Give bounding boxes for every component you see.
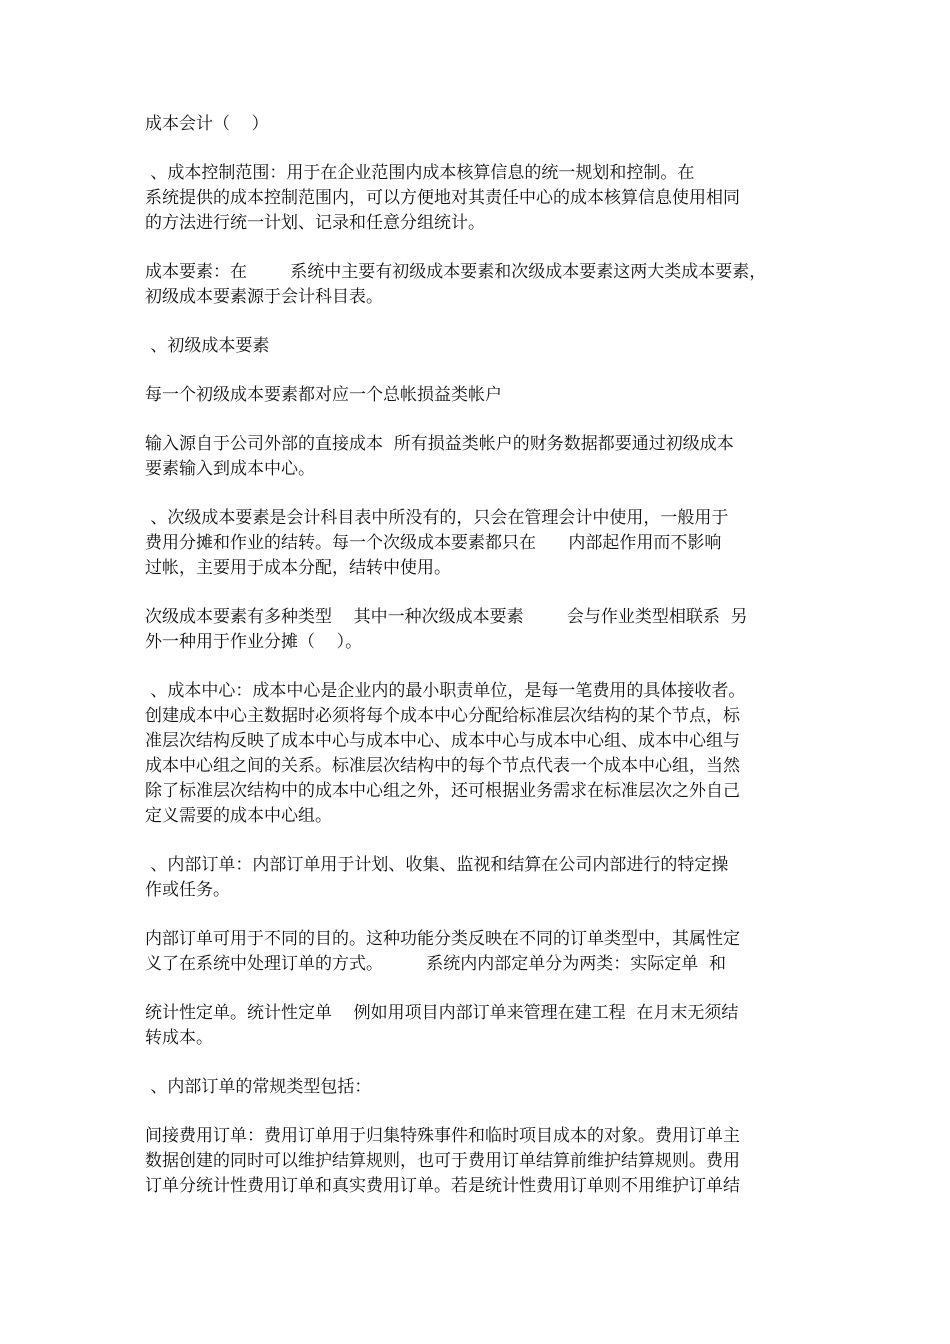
text-line: 外一种用于作业分摊（ ）。 bbox=[145, 632, 363, 652]
text-line: 要素输入到成本中心。 bbox=[145, 459, 315, 479]
paragraph bbox=[145, 161, 825, 236]
paragraph bbox=[145, 432, 825, 482]
document-title bbox=[145, 112, 825, 137]
document-body bbox=[145, 112, 825, 1223]
paragraph bbox=[145, 506, 825, 581]
paragraph-list bbox=[145, 161, 825, 1199]
text-line: 转成本。 bbox=[145, 1028, 213, 1048]
paragraph bbox=[145, 260, 825, 310]
text-line: 、初级成本要素 bbox=[145, 336, 270, 356]
paragraph bbox=[145, 1001, 825, 1051]
text-line: 每一个初级成本要素都对应一个总帐损益类帐户 bbox=[145, 385, 502, 405]
paragraph bbox=[145, 679, 825, 829]
text-line: 输入源自于公司外部的直接成本 所有损益类帐户的财务数据都要通过初级成本 bbox=[145, 434, 734, 454]
text-line: 成本要素：在 系统中主要有初级成本要素和次级成本要素这两大类成本要素， bbox=[145, 262, 767, 282]
text-line: 内部订单可用于不同的目的。这种功能分类反映在不同的订单类型中，其属性定 bbox=[145, 929, 740, 949]
text-line: 、次级成本要素是会计科目表中所没有的，只会在管理会计中使用，一般用于 bbox=[145, 508, 729, 528]
text-line: 费用分摊和作业的结转。每一个次级成本要素都只在 内部起作用而不影响 bbox=[145, 533, 722, 553]
text-line: 订单分统计性费用订单和真实费用订单。若是统计性费用订单则不用维护订单结 bbox=[145, 1176, 740, 1196]
paragraph bbox=[145, 1124, 825, 1199]
paragraph bbox=[145, 383, 825, 408]
text-line: 次级成本要素有多种类型 其中一种次级成本要素 会与作业类型相联系 另 bbox=[145, 607, 748, 627]
paragraph bbox=[145, 927, 825, 977]
text-line: 除了标准层次结构中的成本中心组之外，还可根据业务需求在标准层次之外自己 bbox=[145, 781, 740, 801]
text-line: 、内部订单：内部订单用于计划、收集、监视和结算在公司内部进行的特定操 bbox=[145, 855, 729, 875]
text-line: 、成本控制范围：用于在企业范围内成本核算信息的统一规划和控制。在 bbox=[145, 163, 695, 183]
paragraph bbox=[145, 853, 825, 903]
text-line: 义了在系统中处理订单的方式。 系统内内部定单分为两类：实际定单 和 bbox=[145, 954, 727, 974]
paragraph bbox=[145, 334, 825, 359]
text-line: 、成本中心：成本中心是企业内的最小职责单位，是每一笔费用的具体接收者。 bbox=[145, 681, 746, 701]
text-line: 初级成本要素源于会计科目表。 bbox=[145, 287, 383, 307]
text-line: 统计性定单。统计性定单 例如用项目内部订单来管理在建工程 在月末无须结 bbox=[145, 1003, 739, 1023]
paragraph bbox=[145, 1075, 825, 1100]
text-line: 成本中心组之间的关系。标准层次结构中的每个节点代表一个成本中心组，当然 bbox=[145, 756, 740, 776]
text-line: 作或任务。 bbox=[145, 880, 230, 900]
text-line: 过帐，主要用于成本分配，结转中使用。 bbox=[145, 558, 451, 578]
text-line: 定义需要的成本中心组。 bbox=[145, 806, 332, 826]
text-line: 创建成本中心主数据时必须将每个成本中心分配给标准层次结构的某个节点，标 bbox=[145, 706, 740, 726]
paragraph bbox=[145, 605, 825, 655]
text-line: 数据创建的同时可以维护结算规则，也可于费用订单结算前维护结算规则。费用 bbox=[145, 1151, 740, 1171]
title-line: 成本会计（ ） bbox=[145, 114, 269, 134]
text-line: 间接费用订单：费用订单用于归集特殊事件和临时项目成本的对象。费用订单主 bbox=[145, 1126, 740, 1146]
text-line: 的方法进行统一计划、记录和任意分组统计。 bbox=[145, 213, 485, 233]
text-line: 系统提供的成本控制范围内，可以方便地对其责任中心的成本核算信息使用相同 bbox=[145, 188, 740, 208]
text-line: 准层次结构反映了成本中心与成本中心、成本中心与成本中心组、成本中心组与 bbox=[145, 731, 740, 751]
text-line: 、内部订单的常规类型包括： bbox=[145, 1077, 372, 1097]
